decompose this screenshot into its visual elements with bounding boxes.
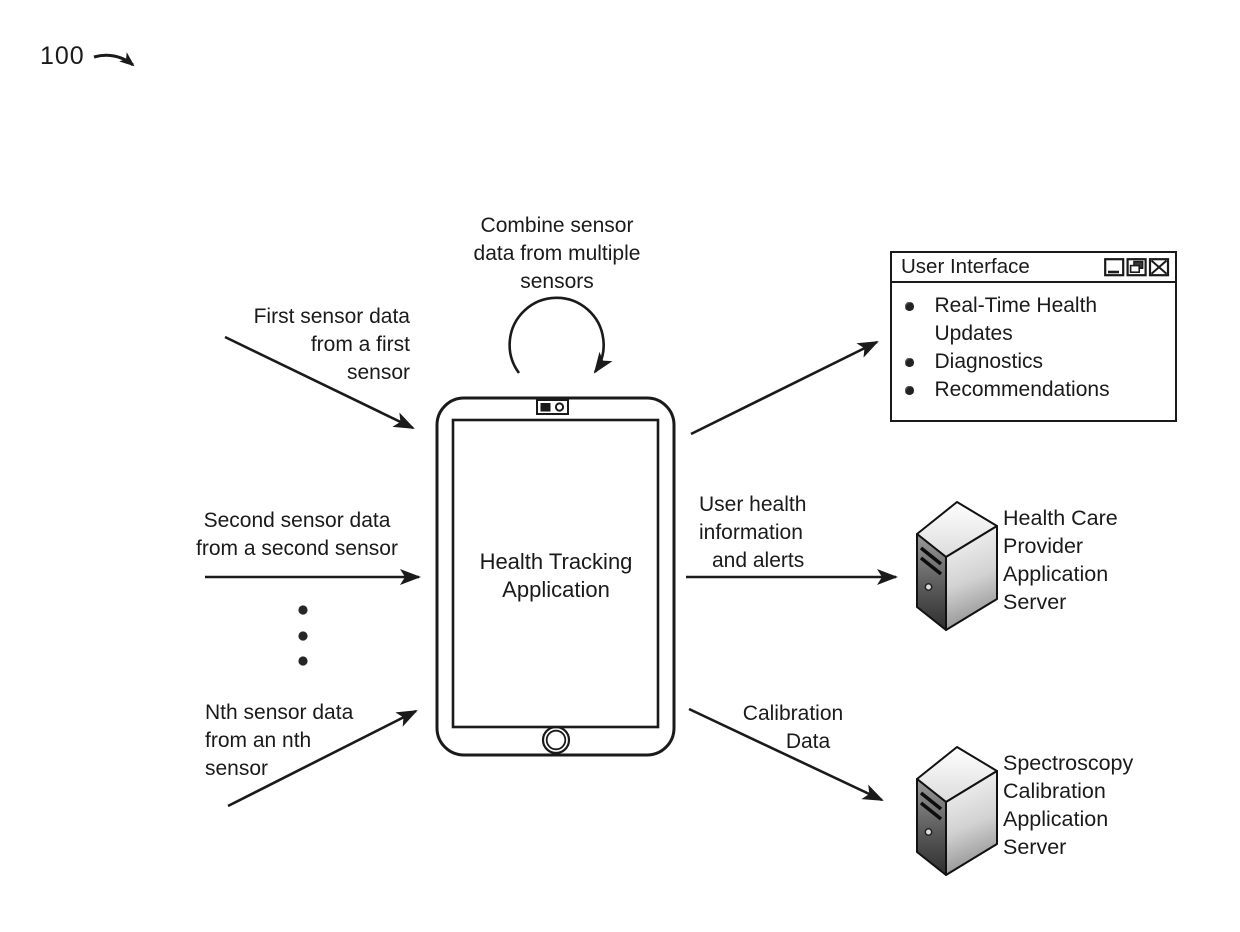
bullet-icon xyxy=(905,358,914,367)
bullet-icon xyxy=(905,302,914,311)
ui-feature-list xyxy=(892,283,1175,404)
health-care-server-icon xyxy=(917,502,997,630)
user-health-label: User health information and alerts xyxy=(699,493,807,572)
front-camera-icon xyxy=(537,400,568,414)
figure-ref-arrow xyxy=(94,55,133,65)
health-app-label: Health Tracking Application xyxy=(479,549,633,602)
health-care-server-label: Health Care Provider Application Server xyxy=(1003,506,1118,614)
nth-sensor-label: Nth sensor data from an nth sensor xyxy=(205,701,354,780)
combine-label: Combine sensor data from multiple sensors xyxy=(473,214,641,293)
ui-output-arrow xyxy=(691,342,877,434)
second-sensor-label: Second sensor data from a second sensor xyxy=(196,509,398,560)
figure-ref-label: 100 xyxy=(40,42,85,70)
ui-list-item: Real-Time Health Updates xyxy=(905,292,1175,348)
spectroscopy-server-label: Spectroscopy Calibration Application Server xyxy=(1003,751,1134,859)
calibration-label: Calibration Data xyxy=(742,702,844,753)
ui-window xyxy=(890,251,1177,422)
close-icon xyxy=(1150,259,1168,275)
ui-list-item: Recommendations xyxy=(905,376,1175,404)
ui-window-title: User Interface xyxy=(901,255,1030,278)
ui-window-titlebar xyxy=(892,253,1175,283)
minimize-icon xyxy=(1105,259,1123,275)
bullet-icon xyxy=(905,386,914,395)
spectroscopy-server-icon xyxy=(917,747,997,875)
ellipsis-dots xyxy=(298,605,307,665)
maximize-icon xyxy=(1128,259,1146,275)
combine-loop-arrow xyxy=(510,298,604,373)
ui-list-item: Diagnostics xyxy=(905,348,1175,376)
first-sensor-label: First sensor data from a first sensor xyxy=(253,305,410,384)
window-controls xyxy=(1104,258,1170,277)
